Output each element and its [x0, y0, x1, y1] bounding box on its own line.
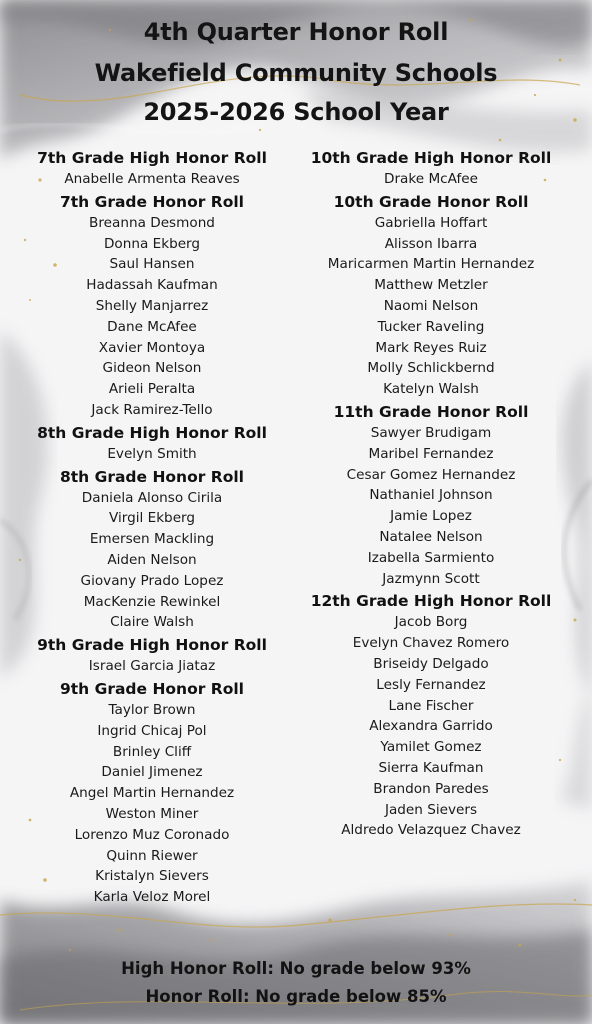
student-name: Jaden Sievers	[384, 801, 478, 818]
student-name: Molly Schlickbernd	[367, 360, 495, 377]
section-heading: 8th Grade Honor Roll	[59, 467, 244, 486]
student-name: Claire Walsh	[110, 614, 194, 631]
student-name: Briseidy Delgado	[373, 655, 489, 672]
student-name: Aiden Nelson	[107, 551, 197, 568]
student-name: Donna Ekberg	[103, 235, 201, 252]
student-name: Quinn Riewer	[106, 847, 198, 864]
student-name: Breanna Desmond	[89, 214, 215, 231]
student-name: Daniel Jimenez	[101, 764, 203, 781]
student-name: MacKenzie Rewinkel	[83, 593, 221, 610]
student-name: Gideon Nelson	[102, 360, 202, 377]
student-name: Israel Garcia Jiataz	[88, 658, 216, 675]
student-name: Naomi Nelson	[383, 297, 479, 314]
student-name: Giovany Prado Lopez	[80, 572, 224, 589]
section-heading: 10th Grade High Honor Roll	[310, 149, 552, 167]
student-name: Jacob Borg	[394, 614, 468, 631]
student-name: Alexandra Garrido	[369, 718, 493, 735]
student-name: Jack Ramirez-Tello	[91, 401, 213, 418]
student-name: Weston Miner	[105, 805, 199, 822]
student-name: Izabella Sarmiento	[367, 549, 495, 566]
section-heading: 9th Grade Honor Roll	[59, 679, 244, 698]
honor-section	[0, 422, 304, 465]
student-name: Taylor Brown	[108, 701, 196, 718]
student-name: Yamilet Gomez	[380, 739, 482, 756]
honor-section	[0, 678, 304, 908]
poster-title-line-2: Wakefield Community Schools	[94, 59, 498, 87]
student-name: Natalee Nelson	[379, 528, 483, 545]
student-name: Virgil Ekberg	[108, 510, 196, 527]
section-heading: 7th Grade High Honor Roll	[37, 149, 267, 167]
student-name: Sawyer Brudigam	[370, 424, 492, 441]
student-name: Nathaniel Johnson	[369, 487, 493, 504]
student-name: Ingrid Chicaj Pol	[97, 722, 207, 739]
honor-section	[0, 634, 304, 677]
student-name: Alisson Ibarra	[384, 235, 478, 252]
student-name: Aldredo Velazquez Chavez	[341, 822, 521, 839]
student-name: Jazmynn Scott	[382, 570, 480, 587]
student-name: Evelyn Smith	[107, 445, 197, 462]
student-name: Shelly Manjarrez	[95, 297, 209, 314]
student-name: Mark Reyes Ruiz	[375, 339, 487, 356]
student-name: Saul Hansen	[109, 256, 195, 273]
section-heading: 7th Grade Honor Roll	[59, 192, 244, 211]
poster-title-line-3: 2025-2026 School Year	[143, 98, 449, 126]
student-name: Dane McAfee	[107, 318, 197, 335]
poster-title-line-1: 4th Quarter Honor Roll	[143, 18, 449, 46]
student-name: Evelyn Chavez Romero	[352, 635, 510, 652]
student-name: Gabriella Hoffart	[374, 214, 488, 231]
student-name: Maribel Fernandez	[368, 445, 494, 462]
student-name: Brinley Cliff	[112, 743, 192, 760]
student-name: Karla Veloz Morel	[93, 889, 211, 906]
student-name: Kristalyn Sievers	[95, 868, 209, 885]
student-name: Matthew Metzler	[374, 277, 488, 294]
honor-section	[0, 147, 304, 190]
honor-section	[288, 401, 574, 589]
student-name: Arieli Peralta	[108, 381, 196, 398]
right-column	[288, 146, 574, 841]
footer-high-honor-criteria: High Honor Roll: No grade below 93%	[121, 959, 471, 978]
student-name: Lane Fischer	[388, 697, 474, 714]
student-name: Jamie Lopez	[390, 508, 472, 525]
honor-section	[0, 191, 304, 421]
student-name: Drake McAfee	[384, 171, 478, 187]
student-name: Lorenzo Muz Coronado	[74, 826, 230, 843]
honor-section	[0, 466, 304, 634]
student-name: Emersen Mackling	[89, 531, 215, 548]
student-name: Brandon Paredes	[373, 780, 489, 797]
honor-section	[288, 590, 574, 841]
section-heading: 9th Grade High Honor Roll	[37, 636, 267, 655]
student-name: Anabelle Armenta Reaves	[64, 171, 240, 187]
left-column	[0, 146, 304, 908]
student-name: Hadassah Kaufman	[86, 277, 218, 294]
honor-section	[288, 191, 574, 400]
student-name: Lesly Fernandez	[376, 676, 486, 693]
section-heading: 12th Grade High Honor Roll	[310, 592, 552, 611]
student-name: Angel Martin Hernandez	[69, 785, 235, 802]
honor-section	[288, 147, 574, 190]
student-name: Maricarmen Martin Hernandez	[327, 256, 535, 273]
section-heading: 11th Grade Honor Roll	[333, 402, 529, 421]
student-name: Xavier Montoya	[98, 339, 206, 356]
student-name: Daniela Alonso Cirila	[81, 489, 223, 506]
student-name: Katelyn Walsh	[383, 381, 479, 398]
section-heading: 10th Grade Honor Roll	[333, 192, 529, 211]
student-name: Tucker Raveling	[377, 318, 485, 335]
section-heading: 8th Grade High Honor Roll	[37, 423, 267, 442]
student-name: Cesar Gomez Hernandez	[346, 466, 516, 483]
footer-honor-criteria: Honor Roll: No grade below 85%	[145, 987, 447, 1006]
student-name: Sierra Kaufman	[378, 759, 484, 776]
